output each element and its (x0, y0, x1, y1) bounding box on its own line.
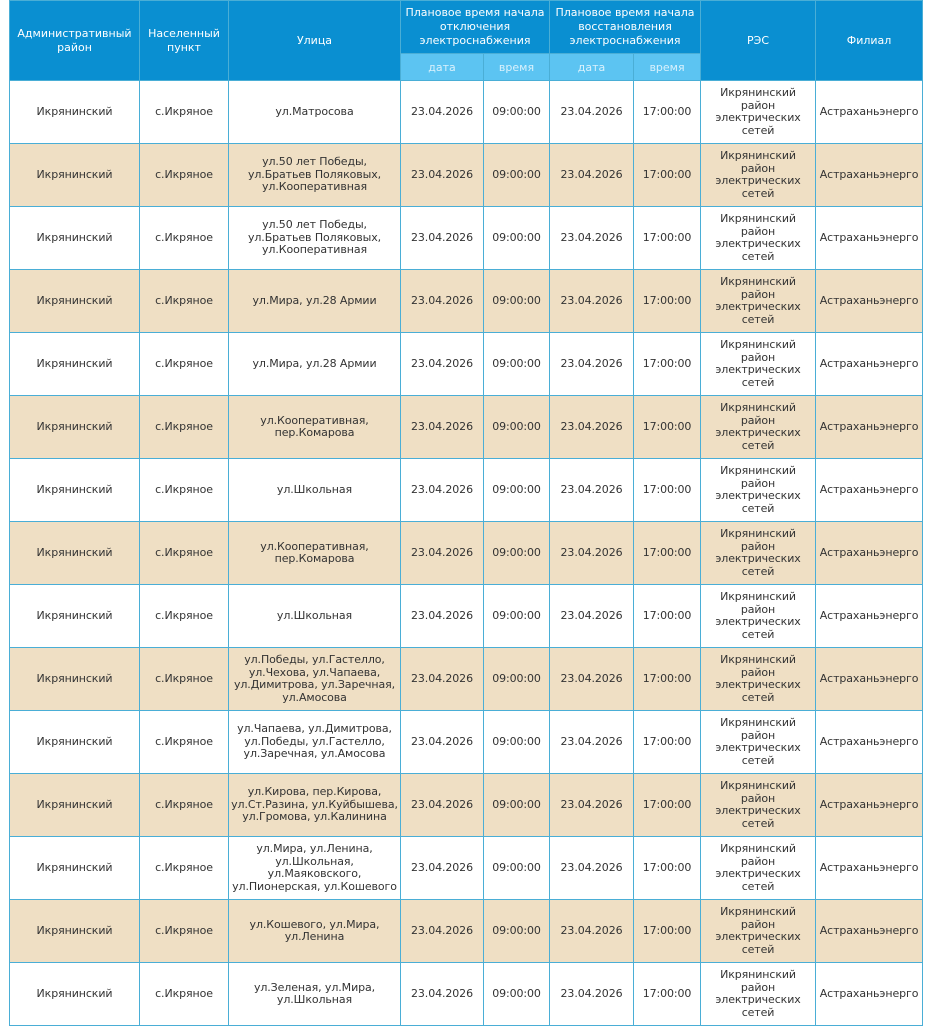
cell-branch: Астраханьэнерго (816, 81, 923, 144)
column-header-branch[interactable]: Филиал (816, 1, 923, 81)
cell-on-time: 17:00:00 (634, 648, 701, 711)
cell-off-time: 09:00:00 (484, 711, 550, 774)
column-header-off-time[interactable]: Плановое время начала отключения электроснабжения (401, 1, 550, 54)
column-header-on-time[interactable]: Плановое время начала восстановления электроснабжения (550, 1, 701, 54)
cell-street: ул.Мира, ул.28 Армии (229, 270, 401, 333)
cell-off-date: 23.04.2026 (401, 144, 484, 207)
cell-off-time: 09:00:00 (484, 648, 550, 711)
cell-settlement: с.Икряное (140, 207, 229, 270)
cell-res: Икрянинский район электрических сетей (701, 963, 816, 1026)
cell-settlement: с.Икряное (140, 396, 229, 459)
cell-off-time: 09:00:00 (484, 585, 550, 648)
cell-settlement: с.Икряное (140, 774, 229, 837)
cell-street: ул.Мира, ул.Ленина, ул.Школьная, ул.Маяковского, ул.Пионерская, ул.Кошевого (229, 837, 401, 900)
cell-street: ул.Кошевого, ул.Мира, ул.Ленина (229, 900, 401, 963)
cell-street: ул.Кирова, пер.Кирова, ул.Ст.Разина, ул.Куйбышева, ул.Громова, ул.Калинина (229, 774, 401, 837)
cell-on-date: 23.04.2026 (550, 900, 634, 963)
cell-district: Икрянинский (10, 900, 140, 963)
cell-district: Икрянинский (10, 648, 140, 711)
cell-off-time: 09:00:00 (484, 963, 550, 1026)
cell-on-date: 23.04.2026 (550, 648, 634, 711)
cell-off-date: 23.04.2026 (401, 774, 484, 837)
cell-on-date: 23.04.2026 (550, 837, 634, 900)
cell-branch: Астраханьэнерго (816, 270, 923, 333)
cell-on-date: 23.04.2026 (550, 144, 634, 207)
cell-settlement: с.Икряное (140, 585, 229, 648)
cell-on-date: 23.04.2026 (550, 81, 634, 144)
cell-settlement: с.Икряное (140, 144, 229, 207)
cell-district: Икрянинский (10, 81, 140, 144)
cell-res: Икрянинский район электрических сетей (701, 585, 816, 648)
cell-branch: Астраханьэнерго (816, 837, 923, 900)
cell-settlement: с.Икряное (140, 522, 229, 585)
cell-on-date: 23.04.2026 (550, 522, 634, 585)
cell-branch: Астраханьэнерго (816, 333, 923, 396)
cell-off-date: 23.04.2026 (401, 648, 484, 711)
cell-off-date: 23.04.2026 (401, 963, 484, 1026)
cell-district: Икрянинский (10, 207, 140, 270)
subheader-off-time[interactable]: время (484, 54, 550, 81)
cell-street: ул.Победы, ул.Гастелло, ул.Чехова, ул.Чапаева, ул.Димитрова, ул.Заречная, ул.Амосова (229, 648, 401, 711)
subheader-off-date[interactable]: дата (401, 54, 484, 81)
cell-off-time: 09:00:00 (484, 522, 550, 585)
cell-res: Икрянинский район электрических сетей (701, 774, 816, 837)
table-row (10, 837, 923, 900)
cell-on-date: 23.04.2026 (550, 711, 634, 774)
cell-off-time: 09:00:00 (484, 207, 550, 270)
cell-on-time: 17:00:00 (634, 837, 701, 900)
cell-settlement: с.Икряное (140, 270, 229, 333)
table-body (10, 81, 923, 1026)
cell-off-time: 09:00:00 (484, 396, 550, 459)
subheader-on-date[interactable]: дата (550, 54, 634, 81)
cell-res: Икрянинский район электрических сетей (701, 837, 816, 900)
cell-on-date: 23.04.2026 (550, 270, 634, 333)
outage-schedule-table (9, 0, 923, 1026)
cell-street: ул.Кооперативная, пер.Комарова (229, 522, 401, 585)
cell-branch: Астраханьэнерго (816, 963, 923, 1026)
cell-res: Икрянинский район электрических сетей (701, 522, 816, 585)
cell-off-date: 23.04.2026 (401, 333, 484, 396)
table-row (10, 900, 923, 963)
cell-on-time: 17:00:00 (634, 522, 701, 585)
cell-off-time: 09:00:00 (484, 837, 550, 900)
cell-on-time: 17:00:00 (634, 963, 701, 1026)
table-row (10, 270, 923, 333)
cell-off-date: 23.04.2026 (401, 396, 484, 459)
table-row (10, 333, 923, 396)
cell-res: Икрянинский район электрических сетей (701, 711, 816, 774)
cell-res: Икрянинский район электрических сетей (701, 459, 816, 522)
cell-branch: Астраханьэнерго (816, 459, 923, 522)
cell-on-time: 17:00:00 (634, 144, 701, 207)
cell-on-time: 17:00:00 (634, 459, 701, 522)
cell-settlement: с.Икряное (140, 963, 229, 1026)
cell-off-time: 09:00:00 (484, 270, 550, 333)
cell-off-time: 09:00:00 (484, 900, 550, 963)
table-row (10, 81, 923, 144)
cell-on-date: 23.04.2026 (550, 774, 634, 837)
cell-street: ул.Матросова (229, 81, 401, 144)
cell-settlement: с.Икряное (140, 81, 229, 144)
cell-res: Икрянинский район электрических сетей (701, 396, 816, 459)
cell-street: ул.Кооперативная, пер.Комарова (229, 396, 401, 459)
cell-off-time: 09:00:00 (484, 459, 550, 522)
table-row (10, 207, 923, 270)
cell-on-time: 17:00:00 (634, 900, 701, 963)
cell-off-time: 09:00:00 (484, 81, 550, 144)
cell-district: Икрянинский (10, 774, 140, 837)
cell-settlement: с.Икряное (140, 333, 229, 396)
cell-street: ул.Мира, ул.28 Армии (229, 333, 401, 396)
cell-off-date: 23.04.2026 (401, 459, 484, 522)
cell-on-time: 17:00:00 (634, 207, 701, 270)
cell-off-date: 23.04.2026 (401, 585, 484, 648)
table-row (10, 963, 923, 1026)
table-row (10, 459, 923, 522)
table-row (10, 774, 923, 837)
cell-on-date: 23.04.2026 (550, 963, 634, 1026)
column-header-settlement[interactable]: Населенный пункт (140, 1, 229, 81)
cell-on-time: 17:00:00 (634, 333, 701, 396)
cell-off-date: 23.04.2026 (401, 711, 484, 774)
cell-branch: Астраханьэнерго (816, 522, 923, 585)
cell-street: ул.50 лет Победы, ул.Братьев Поляковых, ул.Кооперативная (229, 144, 401, 207)
cell-street: ул.Чапаева, ул.Димитрова, ул.Победы, ул.Гастелло, ул.Заречная, ул.Амосова (229, 711, 401, 774)
cell-on-time: 17:00:00 (634, 396, 701, 459)
cell-district: Икрянинский (10, 711, 140, 774)
cell-street: ул.Школьная (229, 459, 401, 522)
column-header-street[interactable]: Улица (229, 1, 401, 81)
column-header-res[interactable]: РЭС (701, 1, 816, 81)
cell-off-time: 09:00:00 (484, 333, 550, 396)
cell-on-time: 17:00:00 (634, 270, 701, 333)
table-row (10, 522, 923, 585)
cell-district: Икрянинский (10, 522, 140, 585)
subheader-on-time[interactable]: время (634, 54, 701, 81)
cell-off-time: 09:00:00 (484, 774, 550, 837)
cell-branch: Астраханьэнерго (816, 144, 923, 207)
cell-off-date: 23.04.2026 (401, 207, 484, 270)
cell-branch: Астраханьэнерго (816, 585, 923, 648)
cell-district: Икрянинский (10, 270, 140, 333)
cell-on-time: 17:00:00 (634, 774, 701, 837)
cell-street: ул.Школьная (229, 585, 401, 648)
header-row (10, 1, 923, 54)
cell-district: Икрянинский (10, 333, 140, 396)
column-header-district[interactable]: Административный район (10, 1, 140, 81)
table-row (10, 144, 923, 207)
cell-on-time: 17:00:00 (634, 81, 701, 144)
cell-res: Икрянинский район электрических сетей (701, 144, 816, 207)
table-row (10, 648, 923, 711)
cell-on-date: 23.04.2026 (550, 585, 634, 648)
cell-branch: Астраханьэнерго (816, 648, 923, 711)
cell-settlement: с.Икряное (140, 648, 229, 711)
cell-settlement: с.Икряное (140, 459, 229, 522)
cell-district: Икрянинский (10, 963, 140, 1026)
cell-off-date: 23.04.2026 (401, 900, 484, 963)
cell-off-date: 23.04.2026 (401, 81, 484, 144)
table-header (10, 1, 923, 81)
cell-branch: Астраханьэнерго (816, 207, 923, 270)
cell-res: Икрянинский район электрических сетей (701, 900, 816, 963)
cell-street: ул.Зеленая, ул.Мира, ул.Школьная (229, 963, 401, 1026)
cell-res: Икрянинский район электрических сетей (701, 333, 816, 396)
cell-branch: Астраханьэнерго (816, 774, 923, 837)
table-row (10, 711, 923, 774)
cell-res: Икрянинский район электрических сетей (701, 648, 816, 711)
cell-off-date: 23.04.2026 (401, 837, 484, 900)
cell-street: ул.50 лет Победы, ул.Братьев Поляковых, ул.Кооперативная (229, 207, 401, 270)
cell-settlement: с.Икряное (140, 711, 229, 774)
cell-off-date: 23.04.2026 (401, 522, 484, 585)
cell-on-time: 17:00:00 (634, 711, 701, 774)
cell-res: Икрянинский район электрических сетей (701, 207, 816, 270)
cell-district: Икрянинский (10, 459, 140, 522)
cell-on-date: 23.04.2026 (550, 396, 634, 459)
cell-on-time: 17:00:00 (634, 585, 701, 648)
cell-district: Икрянинский (10, 396, 140, 459)
cell-off-date: 23.04.2026 (401, 270, 484, 333)
cell-settlement: с.Икряное (140, 900, 229, 963)
cell-settlement: с.Икряное (140, 837, 229, 900)
cell-off-time: 09:00:00 (484, 144, 550, 207)
cell-branch: Астраханьэнерго (816, 900, 923, 963)
table-row (10, 396, 923, 459)
cell-district: Икрянинский (10, 837, 140, 900)
cell-branch: Астраханьэнерго (816, 711, 923, 774)
cell-district: Икрянинский (10, 585, 140, 648)
cell-on-date: 23.04.2026 (550, 459, 634, 522)
cell-res: Икрянинский район электрических сетей (701, 81, 816, 144)
table-row (10, 585, 923, 648)
cell-district: Икрянинский (10, 144, 140, 207)
cell-on-date: 23.04.2026 (550, 333, 634, 396)
cell-branch: Астраханьэнерго (816, 396, 923, 459)
cell-on-date: 23.04.2026 (550, 207, 634, 270)
cell-res: Икрянинский район электрических сетей (701, 270, 816, 333)
